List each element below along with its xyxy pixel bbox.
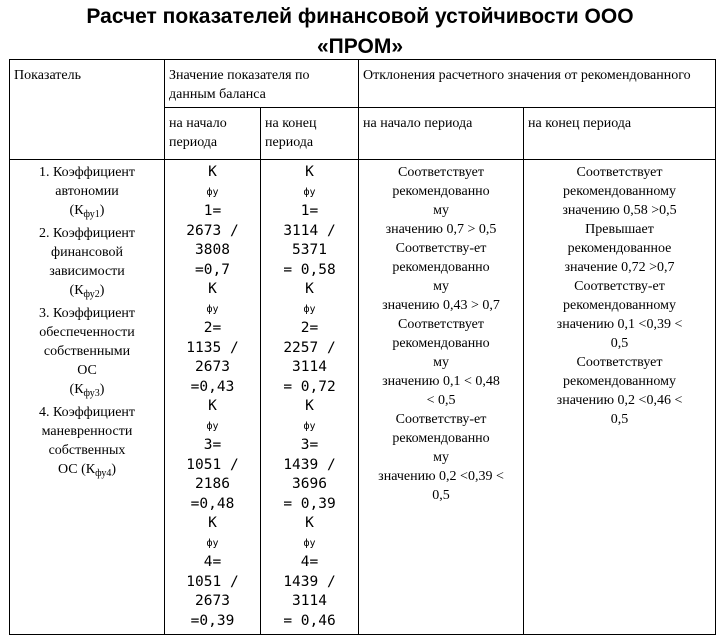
deviation-end-cell (524, 160, 716, 635)
indicator-3-name: 3. Коэффициент (38, 306, 136, 321)
start-value-2: К фу 2= 1135 / 2673 =0,43 (186, 281, 239, 395)
dev-end-line: рекомендованному (563, 184, 676, 199)
dev-end-line: значению 0,1 <0,39 < (556, 317, 683, 332)
indicator-2-name-2: финансовой (51, 245, 123, 260)
indicator-2-code: $(К_{фу2})$ (69, 283, 105, 300)
dev-end-line: рекомендованное (567, 241, 672, 256)
dev-end-line: рекомендованному (563, 298, 676, 313)
header-value-start: на начало периода (165, 108, 261, 160)
indicators-cell (10, 160, 165, 635)
header-value: Значение показателя по данным баланса (165, 60, 359, 108)
dev-start-line: значению 0,7 > 0,5 (385, 222, 497, 237)
financial-stability-table (9, 59, 716, 635)
indicator-3-code: $(К_{фу3})$ (69, 382, 105, 399)
dev-end-line: значению 0,58 >0,5 (562, 203, 677, 218)
dev-start-line: значению 0,2 <0,39 < (378, 469, 504, 484)
title-line-2: «ПРОМ» (316, 35, 403, 58)
dev-end-line: Соответствует (576, 165, 663, 180)
dev-start-line: 0,5 (432, 488, 450, 503)
dev-end-line: рекомендованному (563, 374, 676, 389)
indicator-1-name: 1. Коэффициент (38, 165, 136, 180)
dev-start-line: рекомендованно (392, 336, 490, 351)
dev-start-line: значению 0,1 < 0,48 (382, 374, 500, 389)
dev-start-line: Соответствует (398, 317, 484, 332)
header-value-end: на конец периода (261, 108, 359, 160)
indicator-3 (14, 304, 160, 403)
dev-end-line: Соответству-ет (574, 279, 665, 294)
indicator-2-name: 2. Коэффициент (38, 226, 136, 241)
header-indicator: Показатель (10, 60, 165, 160)
indicator-3-name-2: обеспеченности (39, 325, 135, 340)
dev-start-line: му (433, 203, 449, 218)
dev-start-line: му (433, 355, 449, 370)
page-title (0, 2, 720, 62)
start-values-cell (165, 160, 261, 635)
dev-start-line: рекомендованно (392, 431, 490, 446)
dev-start-line: значению 0,43 > 0,7 (382, 298, 500, 313)
dev-end-line: 0,5 (610, 412, 629, 427)
header-deviation-start: на начало периода (359, 108, 524, 160)
start-value-3: К фу 3= 1051 / 2186 =0,48 (186, 398, 239, 512)
indicator-4-code: ОС $(К_{фу4})$ (57, 462, 117, 479)
dev-start-line: < 0,5 (426, 393, 456, 408)
indicator-2 (14, 224, 160, 304)
dev-end-line: значению 0,2 <0,46 < (556, 393, 683, 408)
dev-start-line: Соответствует (398, 165, 484, 180)
indicator-1-code: $(К_{фу1})$ (69, 203, 105, 220)
indicator-4-name-3: собственных (48, 443, 126, 458)
start-value-1: К фу 1= 2673 / 3808 =0,7 (186, 164, 239, 278)
end-value-3: К фу 3= 1439 / 3696 = 0,39 (283, 398, 336, 512)
indicator-1-name-2: автономии (55, 184, 119, 199)
header-deviation-end: на конец периода (524, 108, 716, 160)
deviation-start-cell (359, 160, 524, 635)
end-value-2: К фу 2= 2257 / 3114 = 0,72 (283, 281, 336, 395)
title-line-1: Расчет показателей финансовой устойчивости ООО (86, 5, 634, 28)
end-value-1: К фу 1= 3114 / 5371 = 0,58 (283, 164, 336, 278)
indicator-4-name-2: маневренности (41, 424, 133, 439)
indicator-2-name-3: зависимости (49, 264, 125, 279)
start-value-4: К фу 4= 1051 / 2673 =0,39 (186, 515, 239, 629)
end-values-cell (261, 160, 359, 635)
indicator-3-name-3: собственными (43, 344, 131, 359)
dev-start-line: Соответству-ет (395, 241, 487, 256)
indicator-1 (14, 163, 160, 224)
dev-end-line: значение 0,72 >0,7 (564, 260, 675, 275)
dev-start-line: Соответству-ет (395, 412, 487, 427)
indicator-3-name-4: ОС (77, 363, 97, 378)
end-value-4: К фу 4= 1439 / 3114 = 0,46 (283, 515, 336, 629)
indicator-4-name: 4. Коэффициент (38, 405, 136, 420)
dev-start-line: рекомендованно (392, 260, 490, 275)
dev-end-line: Соответствует (576, 355, 663, 370)
dev-start-line: му (433, 279, 449, 294)
header-deviation: Отклонения расчетного значения от рекомендованного (359, 60, 716, 108)
dev-start-line: рекомендованно (392, 184, 490, 199)
dev-start-line: му (433, 450, 449, 465)
dev-end-line: 0,5 (610, 336, 629, 351)
dev-end-line: Превышает (585, 222, 654, 237)
indicator-4 (14, 403, 160, 483)
